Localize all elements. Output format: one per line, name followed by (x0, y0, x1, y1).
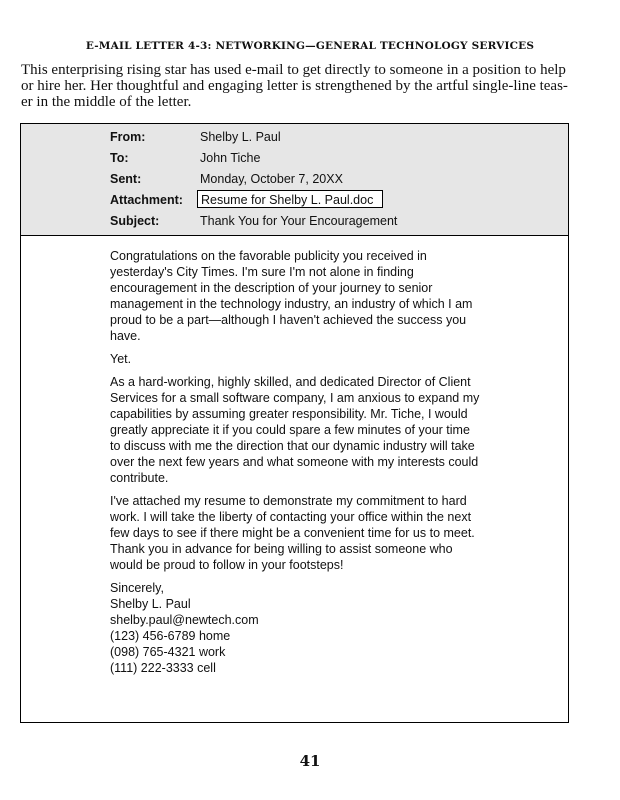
intro-paragraph (21, 62, 581, 110)
intro-line: This enterprising rising star has used e-mail to get directly to someone in a position to help (21, 62, 566, 78)
body-paragraph-1 (110, 248, 485, 344)
signature-block (110, 580, 485, 676)
subject-label: Subject: (110, 214, 160, 228)
sent-value: Monday, October 7, 20XX (200, 172, 343, 186)
from-value: Shelby L. Paul (200, 130, 281, 144)
from-label: From: (110, 130, 146, 144)
body-paragraph-4 (110, 493, 485, 573)
body-line: I've attached my resume to demonstrate my commitment to hard (110, 494, 467, 508)
email-body (110, 248, 485, 676)
to-value: John Tiche (200, 151, 261, 165)
page-heading: E-MAIL LETTER 4-3: NETWORKING—GENERAL TECHNOLOGY SERVICES (85, 40, 535, 52)
subject-value: Thank You for Your Encouragement (200, 214, 398, 228)
body-line: contribute. (110, 471, 169, 485)
email-header (21, 124, 568, 236)
body-line: greatly appreciate it if you could spare a few minutes of your time (110, 423, 470, 437)
attachment-file[interactable]: Resume for Shelby L. Paul.doc (197, 190, 383, 208)
body-line: work. I will take the liberty of contacting your office within the next (110, 510, 472, 524)
body-line: few days to see if there might be a convenient time for us to meet. (110, 526, 475, 540)
intro-line: or hire her. Her thoughtful and engaging letter is strengthened by the artful single-line teas- (21, 78, 568, 94)
signature-closing: Sincerely, (110, 581, 164, 595)
body-line: to discuss with me the direction that our dynamic industry will take (110, 439, 475, 453)
page-number: 41 (299, 752, 321, 770)
body-line: have. (110, 329, 141, 343)
to-label: To: (110, 151, 129, 165)
body-line: over the next few years and what someone with my interests could (110, 455, 479, 469)
body-line: As a hard-working, highly skilled, and dedicated Director of Client (110, 375, 471, 389)
body-line: yesterday's City Times. I'm sure I'm not alone in finding (110, 265, 414, 279)
body-line: capabilities by assuming greater responsibility. Mr. Tiche, I would (110, 407, 468, 421)
signature-email[interactable]: shelby.paul@newtech.com (110, 613, 259, 627)
signature-phone-cell: (111) 222-3333 cell (110, 661, 216, 675)
body-paragraph-2 (110, 351, 485, 367)
body-line: Services for a small software company, I am anxious to expand my (110, 391, 480, 405)
body-line: encouragement in the description of your journey to senior (110, 281, 433, 295)
signature-phone-work: (098) 765-4321 work (110, 645, 226, 659)
body-line: management in the technology industry, an industry of which I am (110, 297, 473, 311)
body-paragraph-3 (110, 374, 485, 486)
body-line: would be proud to follow in your footsteps! (110, 558, 344, 572)
intro-line: er in the middle of the letter. (21, 94, 192, 110)
body-line: Congratulations on the favorable publicity you received in (110, 249, 427, 263)
body-line: Thank you in advance for being willing to assist someone who (110, 542, 453, 556)
attachment-label: Attachment: (110, 193, 183, 207)
email-window (20, 123, 569, 723)
body-line: proud to be a part—although I haven't achieved the success you (110, 313, 467, 327)
sent-label: Sent: (110, 172, 142, 186)
body-line: Yet. (110, 352, 132, 366)
signature-name: Shelby L. Paul (110, 597, 191, 611)
signature-phone-home: (123) 456-6789 home (110, 629, 231, 643)
